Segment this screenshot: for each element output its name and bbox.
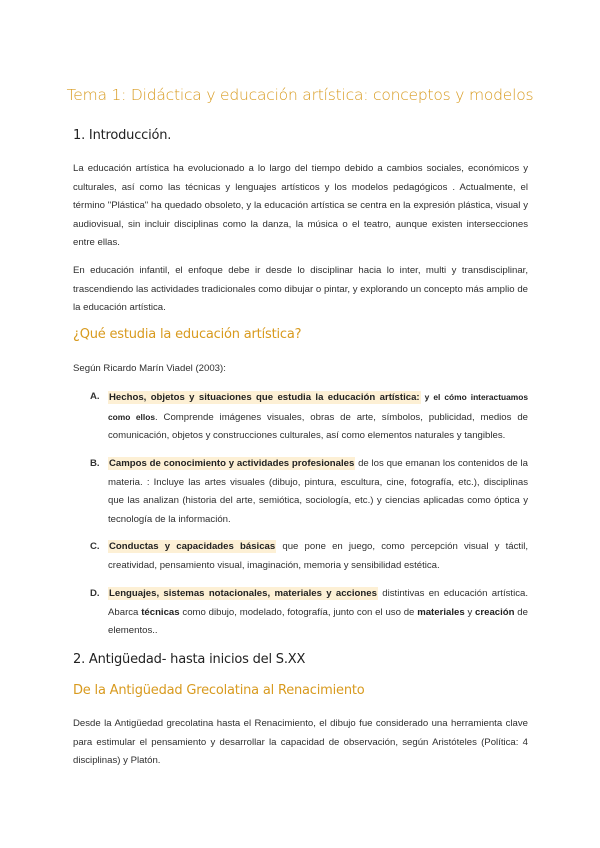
list-item-body: de elementos.. [108, 606, 528, 637]
section-heading-introduccion: 1. Introducción. [73, 128, 172, 143]
highlighted-term: Lenguajes, sistemas notacionales, materiales y acciones [109, 588, 377, 599]
highlighted-term: Hechos, objetos y situaciones que estudia la educación artística: [109, 392, 420, 403]
bold-term-tecnicas: técnicas [141, 606, 180, 618]
list-marker: A. [90, 391, 100, 402]
list-item-body: distintivas en educación artística. Abarca [108, 588, 529, 618]
paragraph-antiguedad: Desde la Antigüedad grecolatina hasta el Renacimiento, el dibujo fue considerado una herramienta clave para estimular el pensamiento y desarrollar la capacidad de observación, según Aristóteles (Política: 4 disciplinas) y Platón. [73, 718, 528, 767]
paragraph-intro-2: En educación infantil, el enfoque debe ir desde lo disciplinar hacia lo inter, multi y transdisciplinar, trascendiendo las actividades tradicionales como dibujar o pintar, y explorando un concepto más amplio de la educación artística. [73, 265, 528, 314]
paragraph-segun: Según Ricardo Marín Viadel (2003): [73, 363, 226, 374]
subsection-heading-que-estudia: ¿Qué estudia la educación artística? [73, 327, 302, 342]
list-item-text [108, 585, 528, 641]
list-item-text [108, 538, 528, 575]
highlighted-term: Conductas y capacidades básicas [109, 541, 276, 552]
subsection-heading-grecolatina: De la Antigüedad Grecolatina al Renacimiento [73, 683, 365, 698]
section-heading-antiguedad: 2. Antigüedad- hasta inicios del S.XX [73, 652, 306, 667]
list-item-body: de los que emanan los contenidos de la materia. : Incluye las artes visuales (dibujo, pintura, escultura, cine, fotografía, etc.), disciplinas que las analizan (historia del arte, semiótica, sociología, etc.) y ciencias aplicadas como óptica y tecnología de la información. [108, 458, 528, 525]
list-item-text [108, 388, 528, 446]
list-marker: B. [90, 458, 100, 469]
list-marker: C. [90, 541, 100, 552]
bold-term-materiales: materiales [417, 606, 465, 618]
list-item-body: . Comprende imágenes visuales, obras de arte, símbolos, publicidad, medios de comunicación, objetos y construcciones culturales, así como elementos naturales y tangibles. [108, 411, 529, 442]
bold-term-creacion: creación [475, 606, 515, 618]
list-item-body: y [464, 606, 476, 618]
list-marker: D. [90, 588, 100, 599]
highlighted-term: Campos de conocimiento y actividades profesionales [109, 458, 355, 469]
list-item-text [108, 455, 528, 529]
list-item-body: que pone en juego, como percepción visual y táctil, creatividad, pensamiento visual, imaginación, memoria y sensibilidad estética. [108, 541, 529, 571]
page-title: Tema 1: Didáctica y educación artística: conceptos y modelos [66, 86, 534, 104]
paragraph-intro-1: La educación artística ha evolucionado a lo largo del tiempo debido a cambios sociales, económicos y culturales, así como las técnicas y lenguajes artísticos y los modelos pedagógicos . Actualmente, el término "Plástica" ha quedado obsoleto, y la educación artística se centra en la expresión plástica, visual y audiovisual, sin incluir disciplinas como la danza, la música o el teatro, aunque existen intersecciones entre ellas. [73, 163, 528, 249]
small-bold-text: y el cómo interactuamos como ellos [108, 392, 528, 422]
list-item-body: como dibujo, modelado, fotografía, junto con el uso de [179, 606, 418, 618]
